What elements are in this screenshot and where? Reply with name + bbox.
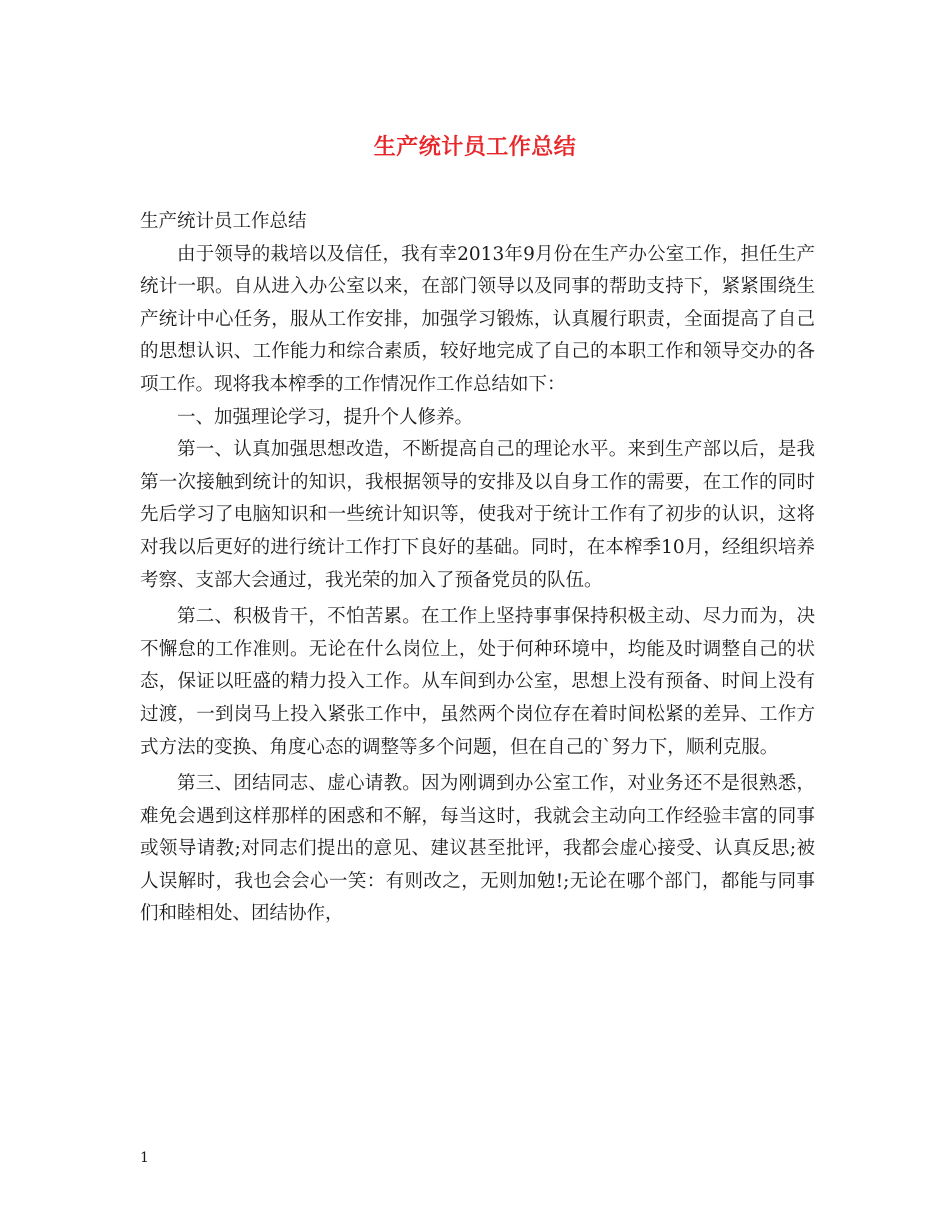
- document-subtitle: 生产统计员工作总结: [140, 211, 307, 232]
- document-title: 生产统计员工作总结: [373, 134, 577, 160]
- paragraph-first-point: 第一、认真加强思想改造，不断提高自己的理论水平。来到生产部以后，是我第一次接触到统计的知识，我根据领导的安排及以自身工作的需要，在工作的同时先后学习了电脑知识和一些统计知识等，使我对于统计工作有了初步的认识，这将对我以后更好的进行统计工作打下良好的基础。同时，在本榨季10月，经组织培养考察、支部大会通过，我光荣的加入了预备党员的队伍。: [140, 439, 815, 591]
- paragraph-second-point: 第二、积极肯干，不怕苦累。在工作上坚持事事保持积极主动、尽力而为，决不懈怠的工作准则。无论在什么岗位上，处于何种环境中，均能及时调整自己的状态，保证以旺盛的精力投入工作。从车间到办公室，思想上没有预备、时间上没有过渡，一到岗马上投入紧张工作中，虽然两个岗位存在着时间松紧的差异、工作方式方法的变换、角度心态的调整等多个问题，但在自己的`努力下，顺利克服。: [140, 606, 815, 758]
- document-body: [140, 206, 815, 931]
- paragraph-third-point: 第三、团结同志、虚心请教。因为刚调到办公室工作，对业务还不是很熟悉，难免会遇到这样那样的困惑和不解，每当这时，我就会主动向工作经验丰富的同事或领导请教;对同志们提出的意见、建议甚至批评，我都会虚心接受、认真反思;被人误解时，我也会会心一笑：有则改之，无则加勉!;无论在哪个部门，都能与同事们和睦相处、团结协作，: [140, 773, 815, 925]
- paragraph-intro: 由于领导的栽培以及信任，我有幸2013年9月份在生产办公室工作，担任生产统计一职。自从进入办公室以来，在部门领导以及同事的帮助支持下，紧紧围绕生产统计中心任务，服从工作安排，加强学习锻炼，认真履行职责，全面提高了自己的思想认识、工作能力和综合素质，较好地完成了自己的本职工作和领导交办的各项工作。现将我本榨季的工作情况作工作总结如下：: [140, 243, 815, 395]
- page-number: 1: [140, 1150, 149, 1166]
- paragraph-section-heading: 一、加强理论学习，提升个人修养。: [177, 406, 474, 428]
